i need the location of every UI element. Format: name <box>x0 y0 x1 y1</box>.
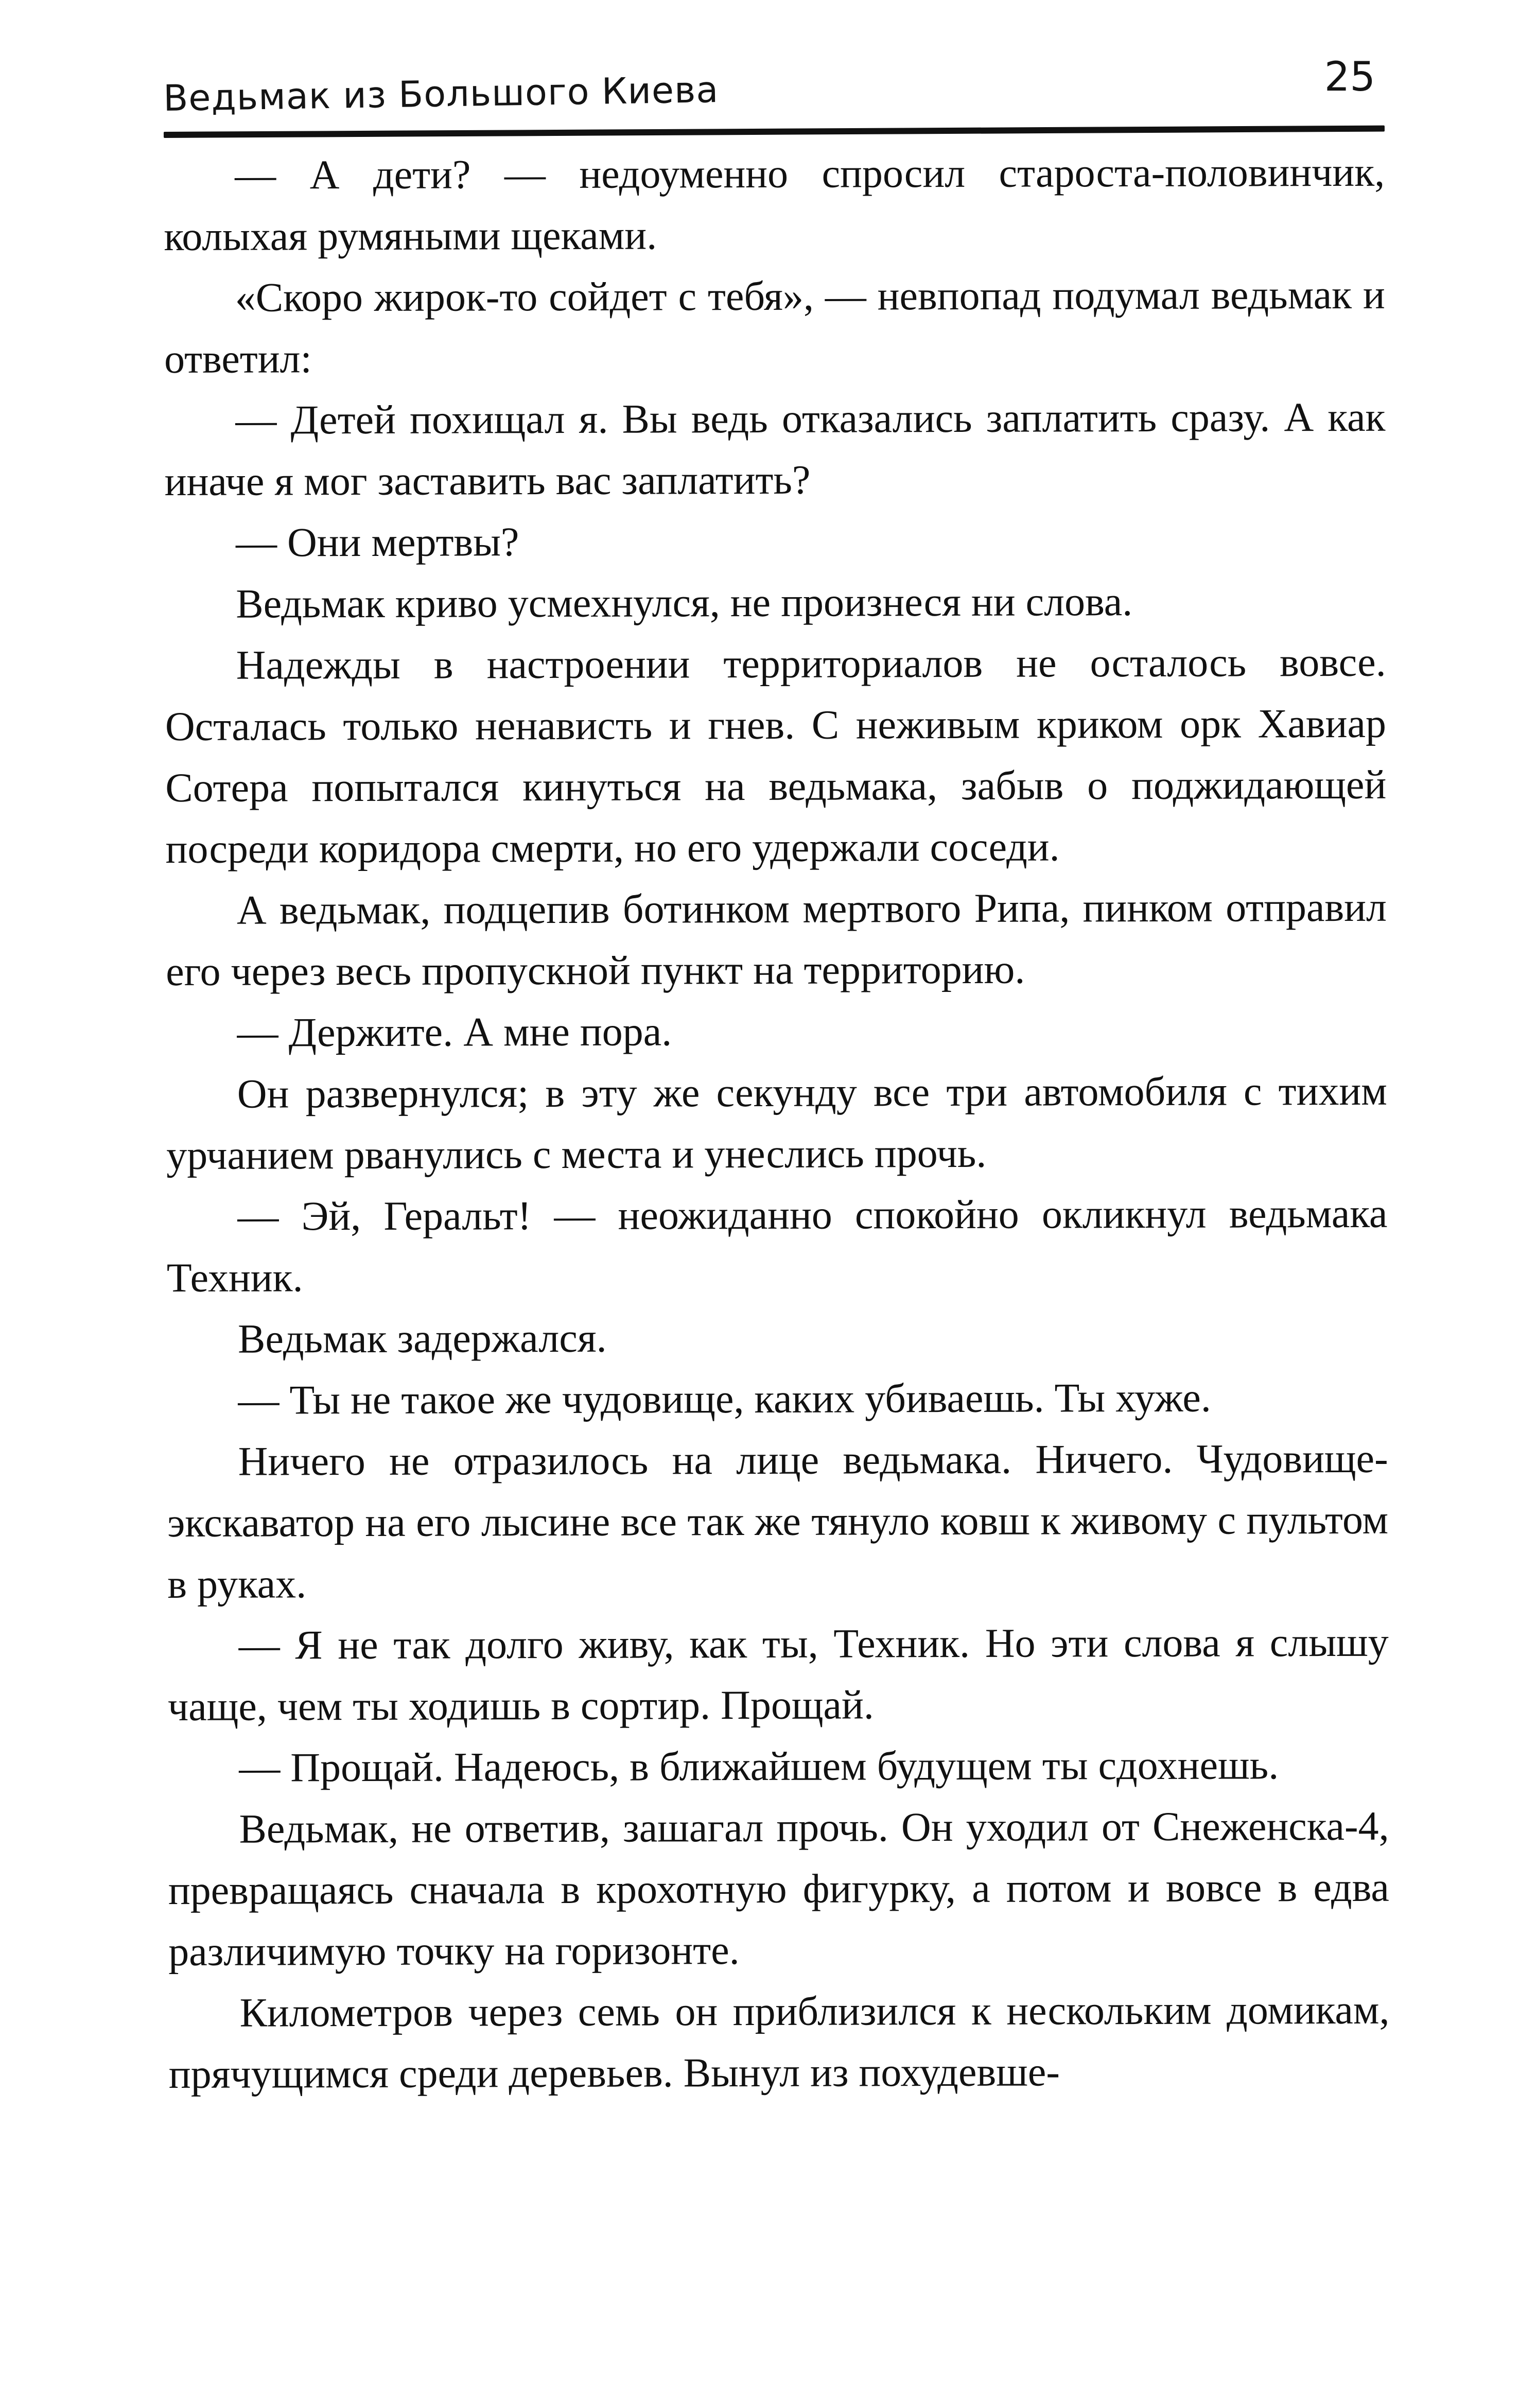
body-text <box>164 142 1390 2105</box>
paragraph: «Скоро жирок-то сойдет с тебя», — невпопад подумал ведьмак и ответил: <box>164 272 1385 382</box>
paragraph: Надежды в настроении территориалов не осталось вовсе. Осталась только ненависть и гнев. С неживым криком орк Хавиар Сотера попытался кинуться на ведьмака, забыв о поджидающей посреди коридора смерти, но его удержали соседи. <box>165 639 1387 872</box>
paragraph: — Они мертвы? <box>235 519 519 566</box>
paragraph: Километров через семь он приблизился к нескольким домикам, прячущимся среди деревьев. Вынул из похудевше- <box>168 1987 1390 2097</box>
paragraph: Ведьмак задержался. <box>237 1315 607 1362</box>
paragraph: Он развернулся; в эту же секунду все три автомобиля с тихим урчанием рванулись с места и унеслись прочь. <box>166 1068 1387 1178</box>
paragraph: — Прощай. Надеюсь, в ближайшем будущем ты сдохнешь. <box>239 1742 1279 1791</box>
header-rule <box>164 126 1385 138</box>
paragraph: — Держите. А мне пора. <box>237 1009 672 1056</box>
paragraph: — Детей похищал я. Вы ведь отказались заплатить сразу. А как иначе я мог заставить вас заплатить? <box>164 394 1386 504</box>
page-number: 25 <box>1324 54 1375 100</box>
paragraph: Ведьмак криво усмехнулся, не произнеся ни слова. <box>236 579 1133 627</box>
paragraph: Ведьмак, не ответив, зашагал прочь. Он уходил от Снеженска-4, превращаясь сначала в крохотную фигурку, а потом и вовсе в едва различимую точку на горизонте. <box>168 1803 1389 1975</box>
paragraph: Ничего не отразилось на лице ведьмака. Ничего. Чудовище-экскаватор на его лысине все так же тянуло ковш к живому с пультом в руках. <box>167 1436 1389 1607</box>
paragraph: — Ты не такое же чудовище, каких убиваешь. Ты хуже. <box>238 1375 1211 1423</box>
paragraph: А ведьмак, подцепив ботинком мертвого Рипа, пинком отправил его через весь пропускной пункт на территорию. <box>166 884 1387 994</box>
paragraph: — А дети? — недоуменно спросил староста-половинчик, колыхая румяными щеками. <box>164 149 1385 259</box>
running-title: Ведьмак из Большого Киева <box>163 68 719 120</box>
paragraph: — Я не так долго живу, как ты, Техник. Но эти слова я слышу чаще, чем ты ходишь в сортир. Прощай. <box>167 1619 1389 1730</box>
paragraph: — Эй, Геральт! — неожиданно спокойно окликнул ведьмака Техник. <box>166 1191 1388 1301</box>
page-header <box>164 49 1385 142</box>
